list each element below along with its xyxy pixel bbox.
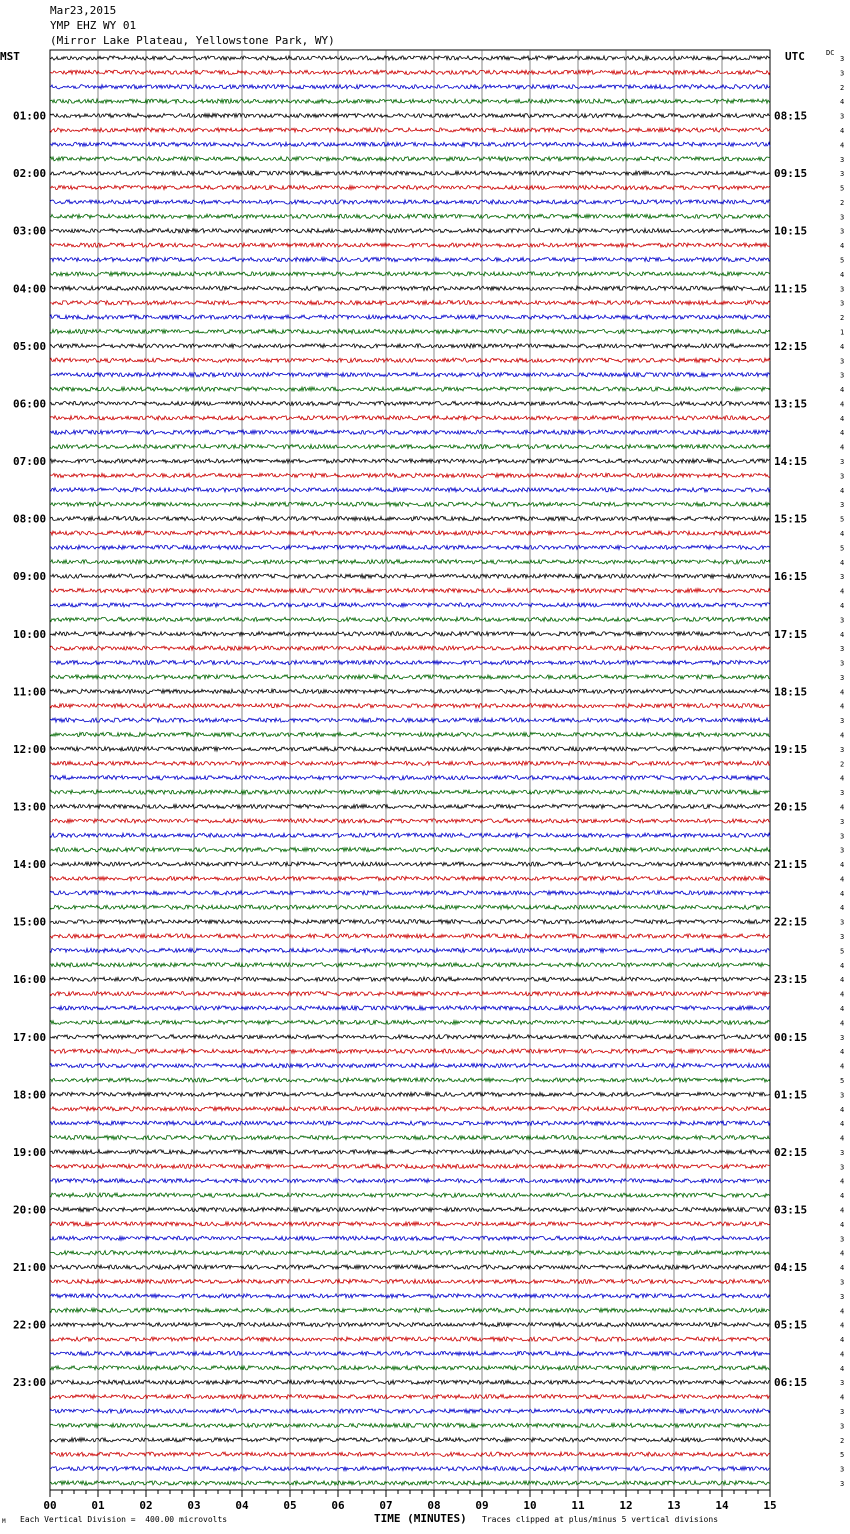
dc-offset-label: 4 — [840, 443, 845, 452]
dc-offset-label: 4 — [840, 889, 845, 898]
seismic-trace — [50, 905, 770, 909]
dc-offset-label: 4 — [840, 530, 845, 538]
x-tick-label: 11 — [571, 1499, 585, 1512]
seismic-trace — [50, 891, 770, 895]
seismic-trace — [50, 70, 770, 74]
right-hour-label: 06:15 — [774, 1376, 808, 1390]
dc-offset-label: 4 — [840, 1048, 845, 1057]
dc-offset-label: 3 — [840, 227, 845, 236]
seismic-trace — [50, 1222, 770, 1226]
seismic-trace — [50, 459, 770, 463]
seismic-trace — [50, 114, 770, 118]
seismic-trace — [50, 185, 770, 189]
dc-offset-label: 4 — [840, 961, 845, 970]
dc-offset-label: 3 — [840, 299, 845, 308]
dc-offset-label: 4 — [840, 386, 845, 395]
right-hour-label: 08:15 — [774, 109, 808, 123]
right-hour-label: 13:15 — [774, 397, 808, 411]
right-hour-label: 23:15 — [774, 973, 808, 987]
dc-offset-label: 4 — [840, 98, 845, 107]
seismic-trace — [50, 660, 770, 664]
left-hour-label: 23:00 — [13, 1376, 47, 1390]
dc-offset-label: 4 — [840, 1350, 845, 1359]
right-hour-label: 12:15 — [774, 339, 808, 353]
dc-offset-label: 3 — [840, 69, 845, 78]
seismic-trace — [50, 229, 770, 233]
right-hour-label: 09:15 — [774, 167, 808, 181]
dc-offset-label: 4 — [840, 1120, 845, 1129]
seismic-trace — [50, 790, 770, 794]
seismic-trace — [50, 286, 770, 290]
seismic-trace — [50, 1366, 770, 1370]
x-tick-label: 08 — [427, 1499, 441, 1512]
seismic-trace — [50, 689, 770, 693]
x-tick-label: 09 — [475, 1499, 489, 1512]
dc-offset-label: 5 — [840, 544, 845, 553]
dc-offset-label: 4 — [840, 1134, 845, 1143]
dc-offset-label: 4 — [840, 270, 845, 279]
header-location: (Mirror Lake Plateau, Yellowstone Park, WY) — [50, 34, 335, 47]
seismic-trace — [50, 1078, 770, 1082]
seismic-trace — [50, 632, 770, 636]
seismic-trace — [50, 315, 770, 319]
dc-offset-label: 4 — [840, 774, 845, 783]
dc-offset-label: 3 — [840, 645, 845, 654]
dc-offset-label: 2 — [840, 198, 845, 207]
dc-offset-label: 4 — [840, 688, 845, 697]
seismic-trace — [50, 99, 770, 103]
left-hour-label: 12:00 — [13, 742, 47, 756]
seismic-trace — [50, 85, 770, 89]
dc-offset-label: 3 — [840, 472, 845, 481]
dc-offset-label: 3 — [840, 918, 845, 927]
seismic-trace — [50, 1481, 770, 1485]
seismic-trace — [50, 243, 770, 247]
seismic-trace — [50, 1035, 770, 1039]
seismic-trace — [50, 589, 770, 593]
footer-clip-note: Traces clipped at plus/minus 5 vertical divisions — [482, 1515, 719, 1524]
header-date: Mar23,2015 — [50, 4, 117, 17]
dc-offset-label: 3 — [840, 1379, 845, 1388]
seismic-trace — [50, 1467, 770, 1471]
dc-offset-label: 3 — [840, 817, 845, 826]
seismic-trace — [50, 1049, 770, 1053]
seismic-trace — [50, 214, 770, 218]
dc-offset-label: 2 — [840, 314, 845, 323]
seismic-trace — [50, 531, 770, 535]
left-timezone-label: MST — [0, 50, 20, 63]
right-hour-label: 14:15 — [774, 455, 808, 468]
dc-offset-label: 3 — [840, 1033, 845, 1042]
dc-offset-label: 4 — [840, 976, 845, 985]
x-tick-label: 04 — [235, 1499, 249, 1512]
dc-offset-label: 4 — [840, 1249, 845, 1258]
dc-offset-label: 3 — [840, 832, 845, 841]
dc-offset-label: 2 — [840, 760, 845, 769]
dc-offset-label: 4 — [840, 731, 845, 740]
right-hour-label: 21:15 — [774, 858, 808, 872]
x-tick-label: 03 — [187, 1499, 201, 1512]
dc-offset-label: 4 — [840, 414, 845, 423]
seismic-trace — [50, 473, 770, 477]
right-hour-label: 16:15 — [774, 570, 808, 584]
dc-offset-label: 3 — [840, 213, 845, 222]
right-hour-label: 20:15 — [774, 800, 808, 814]
seismic-trace — [50, 603, 770, 607]
seismic-trace — [50, 992, 770, 996]
seismic-trace — [50, 1265, 770, 1269]
dc-offset-label: 3 — [840, 1278, 845, 1287]
seismic-trace — [50, 157, 770, 161]
dc-offset-label: 4 — [840, 342, 845, 351]
seismic-trace — [50, 920, 770, 924]
seismic-trace — [50, 1006, 770, 1010]
seismic-trace — [50, 1179, 770, 1183]
right-hour-label: 18:15 — [774, 685, 808, 699]
seismic-trace — [50, 761, 770, 765]
seismic-trace — [50, 488, 770, 492]
seismic-trace — [50, 1409, 770, 1413]
dc-offset-label: 4 — [840, 1307, 845, 1316]
seismic-trace — [50, 560, 770, 564]
dc-offset-label: 4 — [840, 803, 845, 812]
left-hour-label: 09:00 — [13, 570, 47, 584]
seismic-trace — [50, 301, 770, 305]
dc-offset-label: 3 — [840, 155, 845, 164]
seismic-trace — [50, 934, 770, 938]
right-hour-label: 17:15 — [774, 627, 808, 641]
x-tick-label: 14 — [715, 1499, 729, 1512]
dc-offset-label: 4 — [840, 875, 845, 884]
seismic-trace — [50, 171, 770, 175]
dc-offset-label: 3 — [840, 1163, 845, 1172]
seismic-trace — [50, 1380, 770, 1384]
seismic-trace — [50, 1064, 770, 1068]
dc-offset-label: 3 — [840, 458, 845, 466]
dc-offset-label: 4 — [840, 400, 845, 409]
dc-offset-label: 3 — [840, 1422, 845, 1431]
dc-offset-label: 4 — [840, 1264, 845, 1273]
dc-offset-label: 4 — [840, 904, 845, 913]
dc-offset-label: 4 — [840, 1364, 845, 1373]
right-hour-label: 02:15 — [774, 1145, 808, 1159]
right-hour-label: 05:15 — [774, 1318, 808, 1332]
dc-offset-label: 2 — [840, 83, 845, 92]
x-tick-label: 02 — [139, 1499, 153, 1512]
dc-offset-label: 3 — [840, 573, 845, 582]
dc-offset-label: 4 — [840, 429, 845, 438]
seismic-trace — [50, 1294, 770, 1298]
left-hour-label: 06:00 — [13, 397, 47, 411]
dc-offset-label: 4 — [840, 558, 845, 567]
seismic-trace — [50, 574, 770, 578]
dc-offset-label: 4 — [840, 127, 845, 135]
seismic-trace — [50, 862, 770, 866]
seismic-trace — [50, 1279, 770, 1283]
seismic-trace — [50, 1323, 770, 1327]
seismic-trace — [50, 1150, 770, 1154]
dc-offset-label: 5 — [840, 515, 845, 524]
dc-offset-label: 4 — [840, 1105, 845, 1114]
left-hour-label: 14:00 — [13, 858, 47, 872]
seismic-trace — [50, 1020, 770, 1024]
dc-offset-label: 3 — [840, 501, 845, 510]
right-hour-label: 11:15 — [774, 282, 808, 296]
dc-offset-label: 3 — [840, 170, 845, 179]
left-hour-label: 15:00 — [13, 915, 47, 929]
seismic-trace — [50, 502, 770, 506]
seismic-trace — [50, 718, 770, 722]
seismic-trace — [50, 1136, 770, 1140]
dc-offset-label: 2 — [840, 1436, 845, 1445]
left-hour-label: 21:00 — [13, 1261, 47, 1275]
dc-offset-label: 5 — [840, 1077, 845, 1085]
dc-offset-label: 3 — [840, 616, 845, 625]
dc-offset-label: 4 — [840, 1220, 845, 1229]
x-tick-label: 10 — [523, 1499, 537, 1512]
dc-offset-label: 3 — [840, 673, 845, 682]
right-hour-label: 15:15 — [774, 512, 808, 526]
seismic-trace — [50, 272, 770, 276]
seismic-trace — [50, 732, 770, 736]
seismic-trace — [50, 1452, 770, 1456]
left-hour-label: 02:00 — [13, 167, 47, 181]
seismic-trace — [50, 1423, 770, 1427]
left-hour-label: 05:00 — [13, 339, 47, 353]
right-hour-label: 10:15 — [774, 224, 808, 238]
seismic-trace — [50, 675, 770, 679]
dc-offset-label: 3 — [840, 1091, 845, 1100]
dc-offset-label: 4 — [840, 242, 845, 251]
seismic-trace — [50, 848, 770, 852]
left-hour-label: 18:00 — [13, 1088, 47, 1102]
left-hour-label: 04:00 — [13, 282, 47, 296]
seismic-trace — [50, 704, 770, 708]
dc-offset-label: 4 — [840, 702, 845, 711]
right-hour-label: 03:15 — [774, 1203, 808, 1217]
x-tick-label: 15 — [763, 1499, 777, 1512]
seismic-trace — [50, 617, 770, 621]
dc-offset-label: 4 — [840, 141, 845, 150]
dc-offset-label: 1 — [840, 328, 845, 337]
seismic-trace — [50, 833, 770, 837]
dc-offset-label: 3 — [840, 1480, 845, 1488]
seismic-trace — [50, 1395, 770, 1399]
seismic-trace — [50, 747, 770, 751]
x-tick-label: 07 — [379, 1499, 393, 1512]
seismic-trace — [50, 142, 770, 146]
x-axis-title: TIME (MINUTES) — [374, 1512, 467, 1525]
seismic-trace — [50, 1092, 770, 1096]
dc-offset-label: 4 — [840, 630, 845, 639]
x-tick-label: 13 — [667, 1499, 681, 1512]
footer-scale: Each Vertical Division = 400.00 microvolts — [20, 1515, 228, 1524]
left-hour-label: 03:00 — [13, 224, 47, 238]
left-hour-label: 01:00 — [13, 109, 47, 123]
seismic-trace — [50, 401, 770, 405]
dc-offset-label: 5 — [840, 256, 845, 265]
dc-offset-label: 5 — [840, 184, 845, 193]
seismic-trace — [50, 1308, 770, 1312]
dc-offset-label: 4 — [840, 1062, 845, 1071]
seismic-trace — [50, 646, 770, 650]
dc-offset-label: 3 — [840, 112, 845, 121]
right-hour-label: 01:15 — [774, 1088, 808, 1102]
dc-offset-label: 4 — [840, 486, 845, 495]
dc-offset-label: 3 — [840, 1148, 845, 1157]
right-hour-label: 04:15 — [774, 1261, 808, 1275]
dc-offset-label: 4 — [840, 1177, 845, 1186]
dc-offset-label: 3 — [840, 1292, 845, 1301]
dc-offset-label: 4 — [840, 602, 845, 610]
seismic-trace — [50, 1351, 770, 1355]
left-hour-label: 19:00 — [13, 1145, 47, 1159]
seismic-trace — [50, 128, 770, 132]
left-hour-label: 17:00 — [13, 1030, 47, 1044]
seismic-trace — [50, 344, 770, 348]
dc-offset-label: 3 — [840, 357, 845, 366]
left-hour-label: 13:00 — [13, 800, 47, 814]
dc-offset-label: 4 — [840, 990, 845, 999]
dc-offset-label: 3 — [840, 846, 845, 855]
x-tick-label: 12 — [619, 1499, 633, 1512]
dc-offset-label: 4 — [840, 1192, 845, 1201]
seismic-trace — [50, 948, 770, 952]
seismic-trace — [50, 430, 770, 434]
seismic-trace — [50, 819, 770, 823]
dc-offset-label: 3 — [840, 1408, 845, 1416]
left-hour-label: 08:00 — [13, 512, 47, 526]
seismic-trace — [50, 776, 770, 780]
seismic-trace — [50, 1337, 770, 1341]
dc-offset-label: 3 — [840, 717, 845, 726]
dc-offset-label: 4 — [840, 1336, 845, 1345]
dc-offset-label: 3 — [840, 789, 845, 798]
seismic-trace — [50, 545, 770, 549]
seismic-trace — [50, 1164, 770, 1168]
seismic-trace — [50, 1236, 770, 1240]
left-hour-label: 22:00 — [13, 1318, 47, 1332]
plot-frame — [50, 50, 770, 1490]
x-tick-label: 05 — [283, 1499, 297, 1512]
seismic-trace — [50, 963, 770, 967]
right-hour-label: 22:15 — [774, 915, 808, 929]
dc-offset-label: 4 — [840, 1393, 845, 1402]
footer-mark: M — [2, 1518, 6, 1525]
right-hour-label: 19:15 — [774, 742, 808, 756]
seismic-trace — [50, 1207, 770, 1211]
dc-offset-label: 5 — [840, 947, 845, 956]
seismic-trace — [50, 804, 770, 808]
dc-offset-label: 3 — [840, 659, 845, 668]
seismic-trace — [50, 358, 770, 362]
seismic-trace — [50, 416, 770, 420]
seismic-trace — [50, 445, 770, 449]
dc-offset-label: 4 — [840, 1005, 845, 1013]
dc-offset-label: 3 — [840, 1235, 845, 1244]
seismic-trace — [50, 56, 770, 60]
right-hour-label: 00:15 — [774, 1030, 808, 1044]
dc-label: DC — [826, 49, 835, 57]
right-timezone-label: UTC — [785, 50, 805, 63]
dc-offset-label: 4 — [840, 1019, 845, 1028]
dc-offset-label: 4 — [840, 1206, 845, 1215]
dc-offset-label: 4 — [840, 587, 845, 596]
seismic-trace — [50, 517, 770, 521]
dc-offset-label: 3 — [840, 55, 845, 63]
seismic-trace — [50, 1438, 770, 1442]
seismic-trace — [50, 977, 770, 981]
left-hour-label: 16:00 — [13, 973, 47, 987]
dc-offset-label: 3 — [840, 1465, 845, 1474]
left-hour-label: 10:00 — [13, 627, 47, 641]
header-station: YMP EHZ WY 01 — [50, 19, 137, 32]
x-tick-label: 01 — [91, 1499, 105, 1512]
dc-offset-label: 5 — [840, 1451, 845, 1460]
seismic-trace — [50, 257, 770, 261]
left-hour-label: 11:00 — [13, 685, 47, 699]
x-tick-label: 00 — [43, 1499, 57, 1512]
dc-offset-label: 3 — [840, 745, 845, 754]
dc-offset-label: 3 — [840, 371, 845, 380]
seismic-trace — [50, 329, 770, 333]
seismic-trace — [50, 373, 770, 377]
dc-offset-label: 3 — [840, 933, 845, 941]
x-tick-label: 06 — [331, 1499, 345, 1512]
dc-offset-label: 3 — [840, 285, 845, 294]
left-hour-label: 20:00 — [13, 1203, 47, 1217]
seismic-trace — [50, 1251, 770, 1255]
seismic-trace — [50, 1121, 770, 1125]
seismic-trace — [50, 200, 770, 204]
seismic-trace — [50, 387, 770, 391]
seismic-trace — [50, 876, 770, 880]
dc-offset-label: 4 — [840, 861, 845, 870]
left-hour-label: 07:00 — [13, 455, 47, 468]
dc-offset-label: 4 — [840, 1321, 845, 1330]
seismic-trace — [50, 1107, 770, 1111]
seismic-trace — [50, 1193, 770, 1197]
